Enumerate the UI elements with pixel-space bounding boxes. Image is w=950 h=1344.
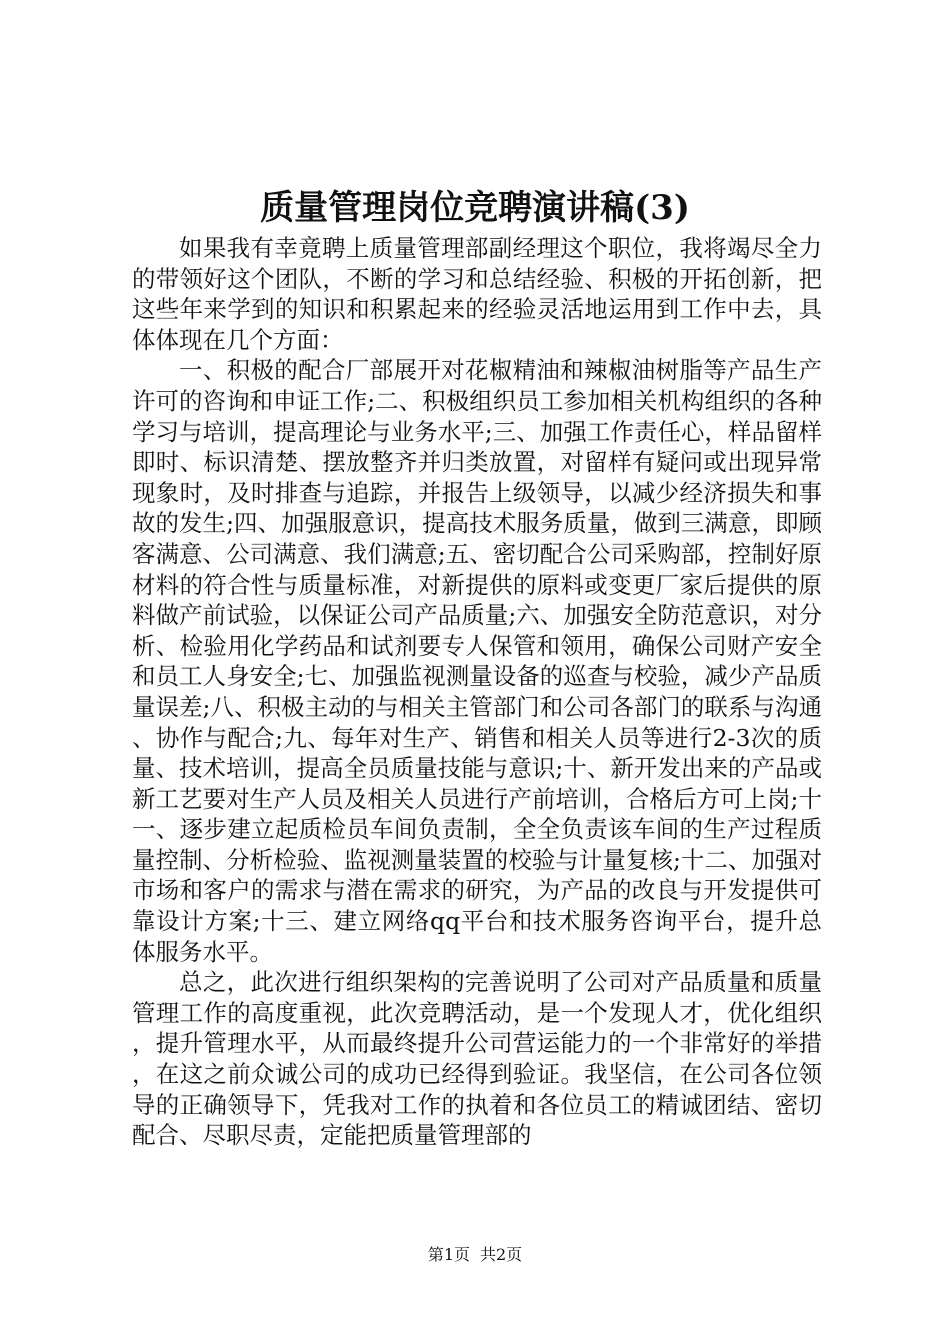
- page-footer: [0, 1244, 950, 1266]
- document-body: [132, 233, 822, 1151]
- page-total: 共2页: [480, 1245, 523, 1264]
- page-number: 第1页: [427, 1245, 470, 1264]
- body-paragraph-measures: 一、积极的配合厂部展开对花椒精油和辣椒油树脂等产品生产许可的咨询和申证工作;二、积极组织员工参加相关机构组织的各种学习与培训，提高理论与业务水平;三、加强工作责任心，样品留样即时、标识清楚、摆放整齐并归类放置，对留样有疑问或出现异常现象时，及时排查与追踪，并报告上级领导，以减少经济损失和事故的发生;四、加强服意识，提高技术服务质量，做到三满意，即顾客满意、公司满意、我们满意;五、密切配合公司采购部，控制好原材料的符合性与质量标准，对新提供的原料或变更厂家后提供的原料做产前试验，以保证公司产品质量;六、加强安全防范意识，对分析、检验用化学药品和试剂要专人保管和领用，确保公司财产安全和员工人身安全;七、加强监视测量设备的巡查与校验，减少产品质量误差;八、积极主动的与相关主管部门和公司各部门的联系与沟通、协作与配合;九、每年对生产、销售和相关人员等进行2-3次的质量、技术培训，提高全员质量技能与意识;十、新开发出来的产品或新工艺要对生产人员及相关人员进行产前培训，合格后方可上岗;十一、逐步建立起质检员车间负责制，全全负责该车间的生产过程质量控制、分析检验、监视测量装置的校验与计量复核;十二、加强对市场和客户的需求与潜在需求的研究，为产品的改良与开发提供可靠设计方案;十三、建立网络qq平台和技术服务咨询平台，提升总体服务水平。: [132, 356, 822, 966]
- body-paragraph-conclusion: 总之，此次进行组织架构的完善说明了公司对产品质量和质量管理工作的高度重视，此次竞聘活动，是一个发现人才，优化组织，提升管理水平，从而最终提升公司营运能力的一个非常好的举措，在这之前众诚公司的成功已经得到验证。我坚信，在公司各位领导的正确领导下，凭我对工作的执着和各位员工的精诚团结、密切配合、尽职尽责，定能把质量管理部的: [132, 968, 822, 1150]
- body-paragraph-intro: 如果我有幸竟聘上质量管理部副经理这个职位，我将竭尽全力的带领好这个团队，不断的学习和总结经验、积极的开拓创新，把这些年来学到的知识和积累起来的经验灵活地运用到工作中去，具体体现在几个方面：: [132, 234, 822, 354]
- document-title: 质量管理岗位竞聘演讲稿(3): [260, 188, 690, 228]
